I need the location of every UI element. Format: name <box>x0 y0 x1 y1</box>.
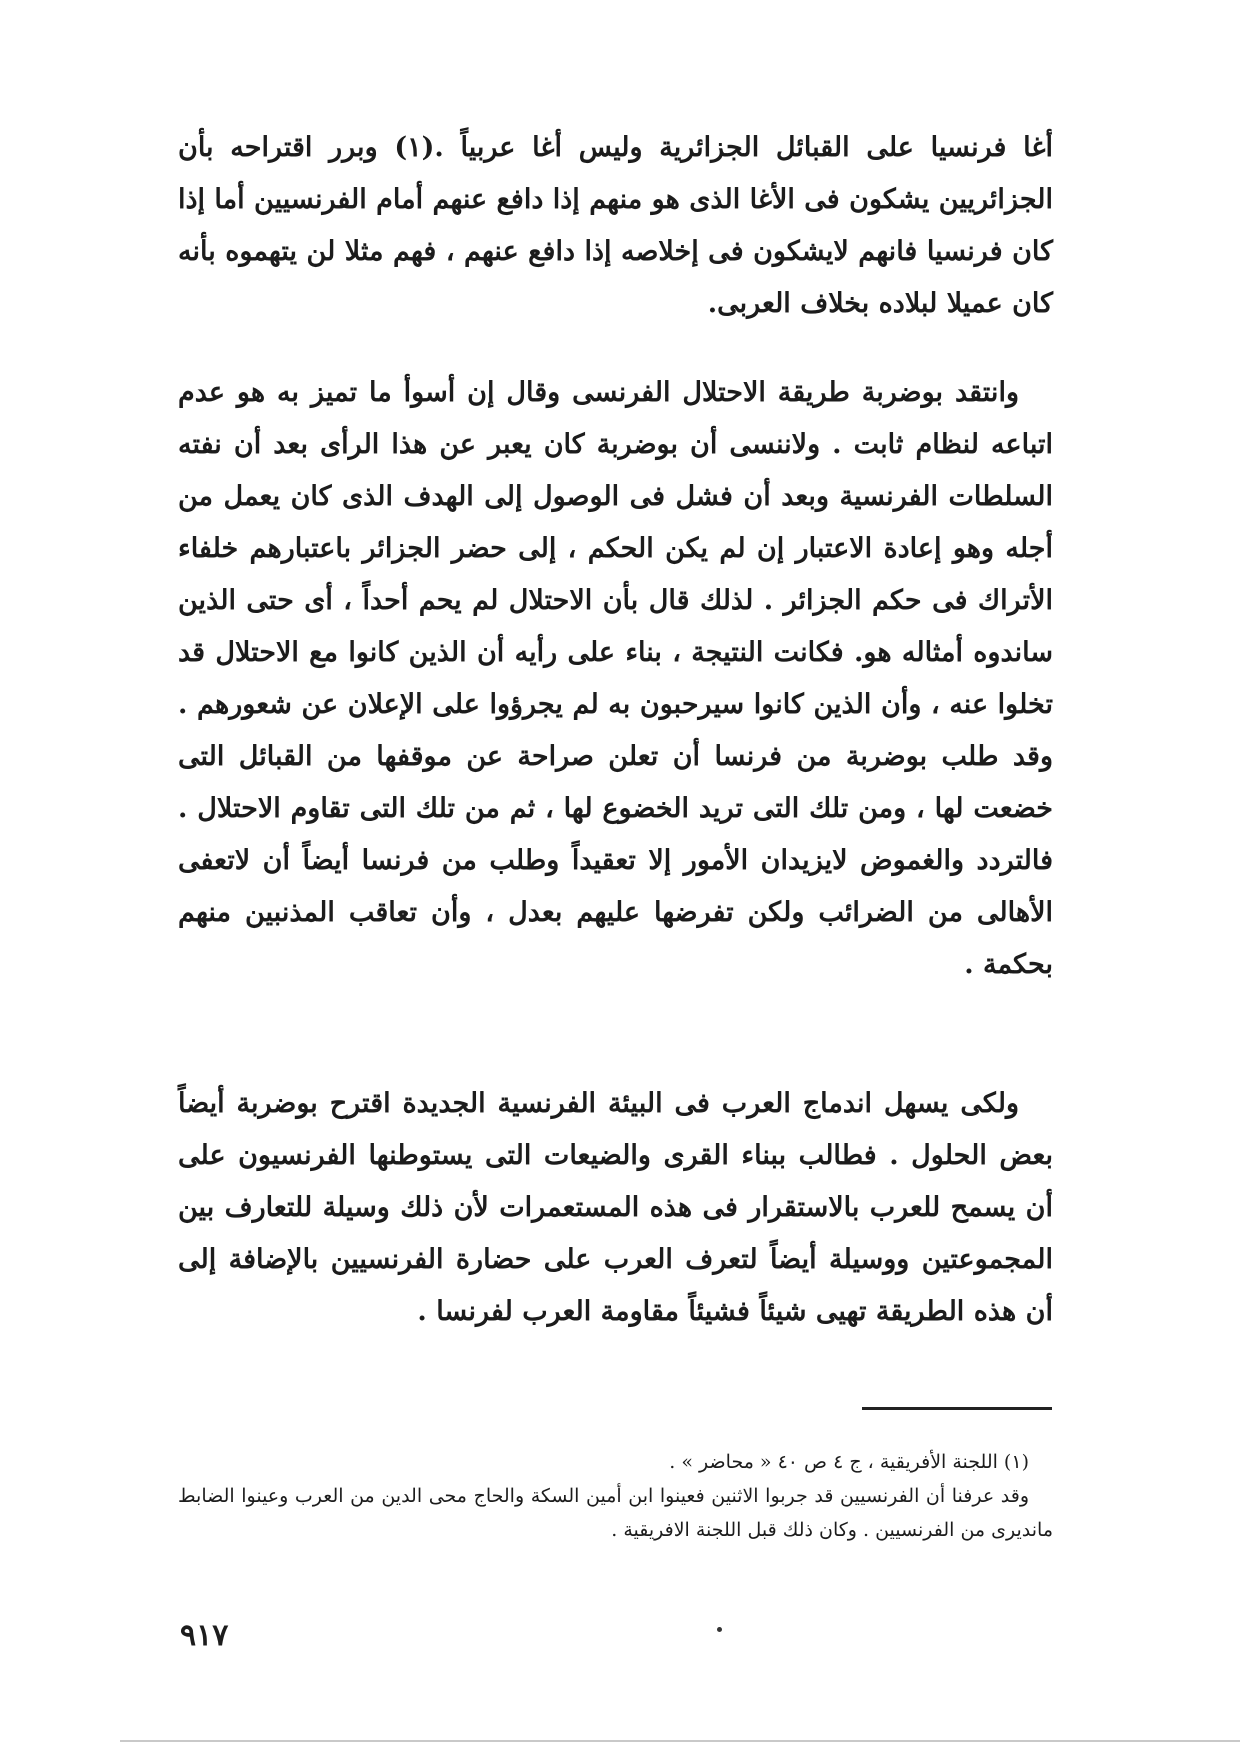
paragraph-text: وانتقد بوضربة طريقة الاحتلال الفرنسى وقال إن أسوأ ما تميز به هو عدم اتباعه لنظام ثابت . ولاننسى أن بوضربة كان يعبر عن هذا الرأى بعد أن نفته السلطات الفرنسية وبعد أن فشل فى الوصول إلى الهدف الذى كان يعمل من أجله وهو إعادة الاعتبار إن لم يكن الحكم ، إلى حضر الجزائر باعتبارهم خلفاء الأتراك فى حكم الجزائر . لذلك قال بأن الاحتلال لم يحم أحداً ، أى حتى الذين ساندوه أمثاله هو. فكانت النتيجة ، بناء على رأيه أن الذين كانوا مع الاحتلال قد تخلوا عنه ، وأن الذين كانوا سيرحبون به لم يجرؤوا على الإعلان عن شعورهم . وقد طلب بوضربة من فرنسا أن تعلن صراحة عن موقفها من القبائل التى خضعت لها ، ومن تلك التى تريد الخضوع لها ، ثم من تلك التى تقاوم الاحتلال . فالتردد والغموض لايزيدان الأمور إلا تعقيداً وطلب من فرنسا أيضاً أن لاتعفى الأهالى من الضرائب ولكن تفرضها عليهم بعدل ، وأن تعاقب المذنبين منهم بحكمة . <box>178 377 1053 980</box>
footnote-note: وقد عرفنا أن الفرنسيين قد جربوا الاثنين فعينوا ابن أمين السكة والحاج محى الدين من العرب وعينوا الضابط مانديرى من الفرنسيين . وكان ذلك قبل اللجنة الافريقية . <box>178 1485 1053 1541</box>
body-paragraph-2 <box>178 367 1053 991</box>
body-paragraph-3 <box>178 1078 1053 1338</box>
scan-bottom-edge <box>120 1740 1240 1742</box>
body-paragraph-1 <box>178 122 1053 330</box>
footnote-1: (١) اللجنة الأفريقية ، ج ٤ ص ٤٠ « محاضر » . <box>669 1451 1029 1473</box>
footnote-separator <box>862 1407 1052 1410</box>
page-number: ٩١٧ <box>180 1618 229 1653</box>
paragraph-text: ولكى يسهل اندماج العرب فى البيئة الفرنسية الجديدة اقترح بوضربة أيضاً بعض الحلول . فطالب ببناء القرى والضيعات التى يستوطنها الفرنسيون على أن يسمح للعرب بالاستقرار فى هذه المستعمرات لأن ذلك وسيلة للتعارف بين المجموعتين ووسيلة أيضاً لتعرف العرب على حضارة الفرنسيين بالإضافة إلى أن هذه الطريقة تهيى شيئاً فشيئاً مقاومة العرب لفرنسا . <box>178 1088 1053 1327</box>
print-speck <box>717 1627 722 1632</box>
footnotes <box>178 1445 1053 1547</box>
paragraph-text: أغا فرنسيا على القبائل الجزائرية وليس أغا عربياً .(١) وبرر اقتراحه بأن الجزائريين يشكون فى الأغا الذى هو منهم إذا دافع عنهم أمام الفرنسيين أما إذا كان فرنسيا فانهم لايشكون فى إخلاصه إذا دافع عنهم ، فهم مثلا لن يتهموه بأنه كان عميلا لبلاده بخلاف العربى. <box>178 132 1053 319</box>
